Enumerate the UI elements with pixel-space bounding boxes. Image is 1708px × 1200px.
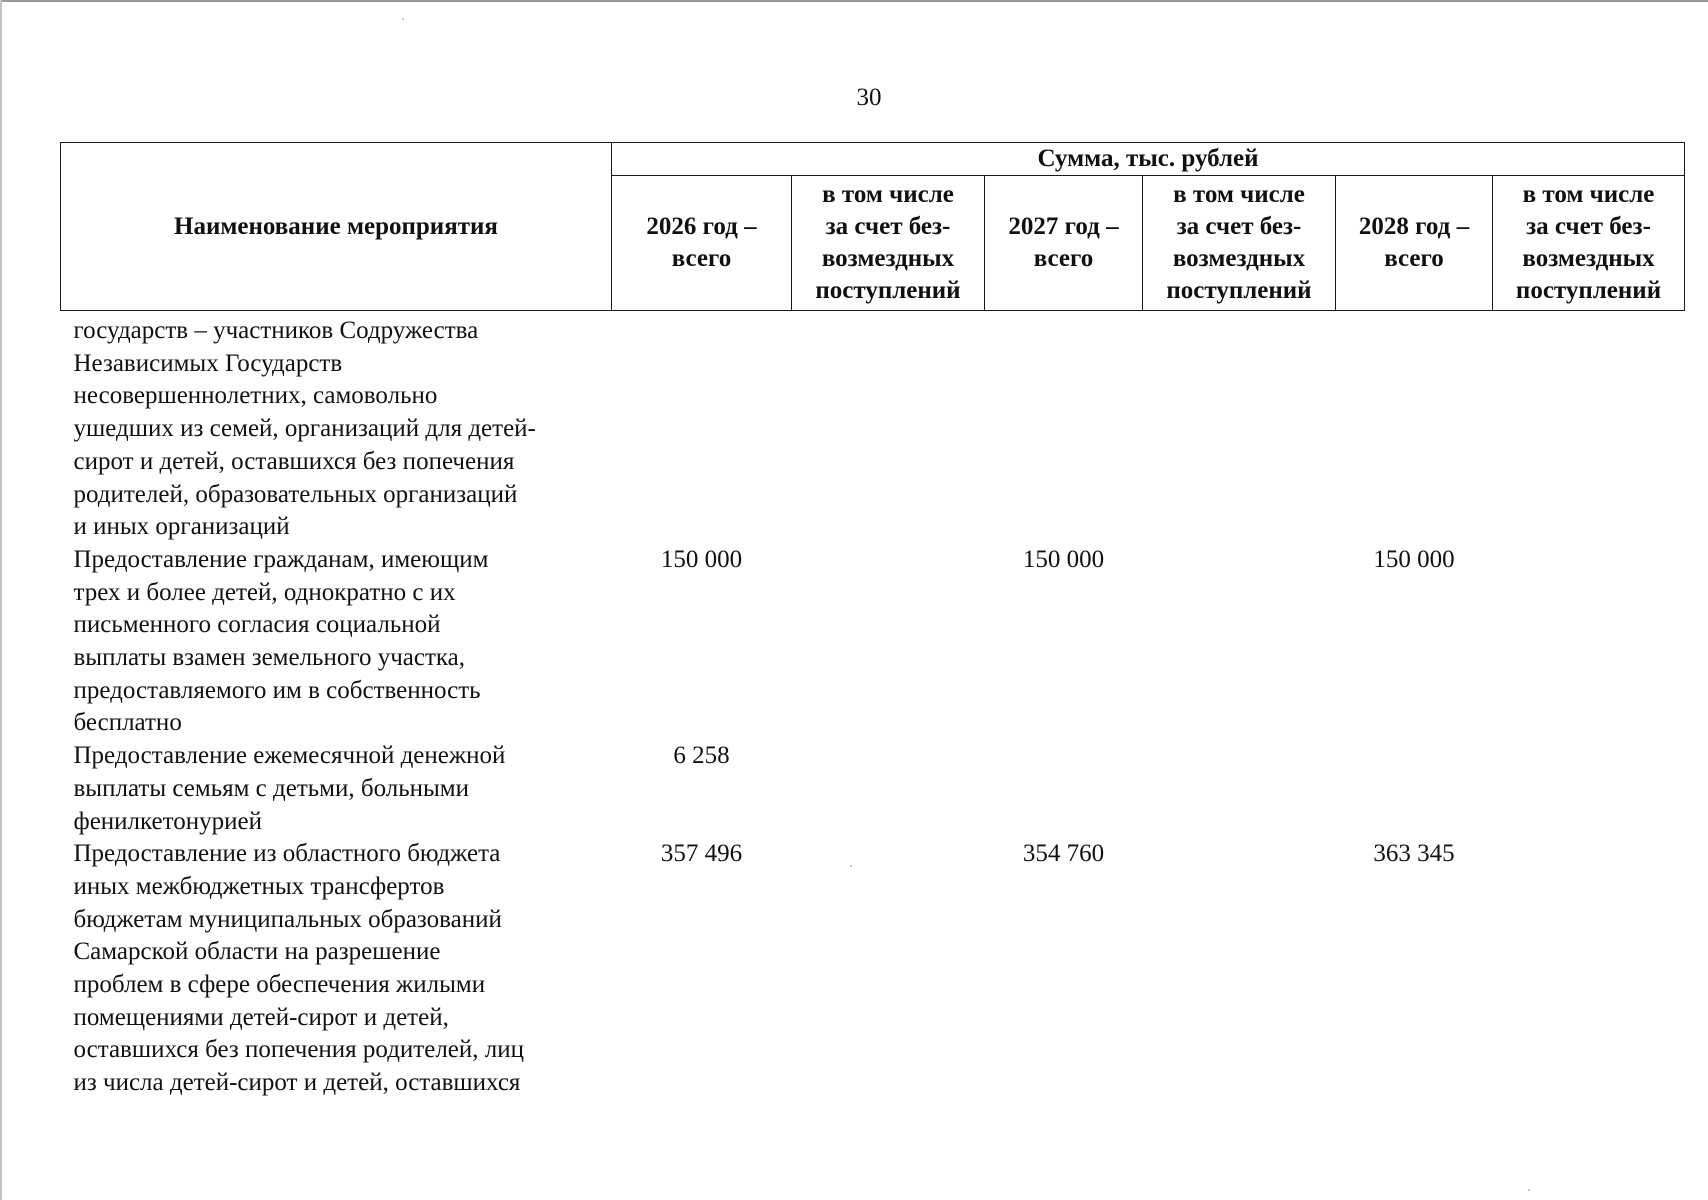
- table-row: [61, 311, 1685, 544]
- value-2026-grants: [792, 311, 985, 544]
- value-2027-total: 354 760: [1022, 840, 1105, 868]
- value-2026-total: [612, 311, 792, 544]
- header-sum-group: Сумма, тыс. рублей: [612, 143, 1685, 176]
- value-2027-grants: [1143, 740, 1336, 838]
- value-2028-total: 150 000: [1373, 545, 1455, 573]
- value-2028-grants: [1493, 740, 1685, 838]
- table-header: [61, 143, 1685, 311]
- header-2028-grants: в том числе за счет без- возмездных поступлений: [1493, 176, 1685, 311]
- page-number: 30: [856, 84, 882, 111]
- table-row: [61, 544, 1685, 740]
- scan-speck: [1528, 1189, 1530, 1191]
- header-2028-total: 2028 год – всего: [1336, 176, 1493, 311]
- scan-edge-top: [0, 0, 1708, 2]
- header-2027-grants: в том числе за счет без- возмездных поступлений: [1143, 176, 1336, 311]
- scan-speck: [850, 865, 852, 867]
- value-2027-grants: [1143, 544, 1336, 740]
- header-2026-grants: в том числе за счет без- возмездных поступлений: [792, 176, 985, 311]
- value-2028-total: 363 345: [1373, 840, 1455, 868]
- table-row: [61, 838, 1685, 1100]
- header-event-name: Наименование мероприятия: [61, 143, 612, 311]
- value-2028-total: [1336, 740, 1493, 838]
- event-name-cell: Предоставление из областного бюджета иных межбюджетных трансфертов бюджетам муниципальных образований Самарской области на разрешение проблем в сфере обеспечения жилыми помещениями детей-сирот и детей, оставшихся без попечения родителей, лиц из числа детей-сирот и детей, оставшихся: [73, 840, 525, 1097]
- value-2028-total: [1336, 311, 1493, 544]
- budget-table: [60, 142, 1685, 1100]
- scan-speck: [402, 18, 404, 20]
- value-2026-grants: [792, 838, 985, 1100]
- value-2026-total: 6 258: [673, 742, 730, 770]
- event-name-cell: государств – участников Содружества Независимых Государств несовершеннолетних, самовольно ушедших из семей, организаций для детей- сирот и детей, оставшихся без попечения родителей, образовательных организаций и иных организаций: [73, 317, 536, 541]
- scan-edge-left: [0, 0, 2, 1200]
- table-row: [61, 740, 1685, 838]
- value-2027-total: [985, 740, 1143, 838]
- event-name-cell: Предоставление гражданам, имеющим трех и более детей, однократно с их письменного согласия социальной выплаты взамен земельного участка, предоставляемого им в собственность бесплатно: [73, 545, 489, 737]
- event-name-cell: Предоставление ежемесячной денежной выплаты семьям с детьми, больными фенилкетонурией: [73, 742, 506, 835]
- value-2026-total: 357 496: [660, 840, 743, 868]
- value-2027-grants: [1143, 838, 1336, 1100]
- table-body: [61, 311, 1685, 1100]
- value-2027-total: 150 000: [1022, 545, 1105, 573]
- value-2028-grants: [1493, 311, 1685, 544]
- value-2027-grants: [1143, 311, 1336, 544]
- value-2026-grants: [792, 544, 985, 740]
- value-2026-total: 150 000: [660, 545, 743, 573]
- value-2028-grants: [1493, 838, 1685, 1100]
- header-2026-total: 2026 год – всего: [612, 176, 792, 311]
- value-2027-total: [985, 311, 1143, 544]
- value-2026-grants: [792, 740, 985, 838]
- value-2028-grants: [1493, 544, 1685, 740]
- header-2027-total: 2027 год – всего: [985, 176, 1143, 311]
